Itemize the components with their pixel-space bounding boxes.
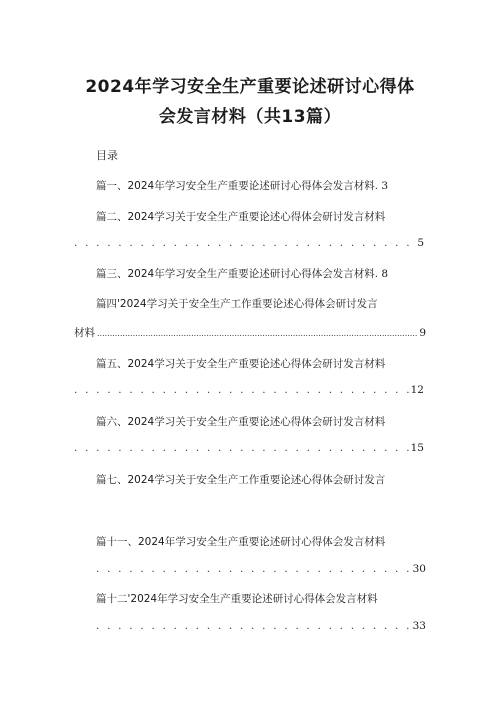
- toc-leader-11: [96, 563, 426, 575]
- toc-entry-12[interactable]: [96, 591, 378, 606]
- toc-entry-2[interactable]: [96, 209, 385, 224]
- toc-entry-page: 12: [410, 384, 424, 396]
- dot-leader: [74, 237, 415, 249]
- dot-leader: [97, 329, 417, 338]
- toc-entry-4[interactable]: [96, 296, 378, 311]
- toc-entry-text: 篇二、2024学习关于安全生产重要论述心得体会研讨发言材料: [96, 211, 386, 223]
- toc-entry-page: 33: [412, 620, 426, 632]
- toc-entry-text: 篇四'2024学习关于安全生产工作重要论述心得体会研讨发言: [96, 298, 378, 310]
- toc-entry-3[interactable]: [96, 266, 388, 281]
- toc-entry-page: . 8: [374, 268, 389, 280]
- toc-leader-2: [74, 237, 424, 249]
- toc-leader-12: [96, 620, 426, 632]
- toc-entry-6[interactable]: [96, 414, 385, 429]
- toc-entry-continuation: 材料: [74, 327, 95, 339]
- toc-entry-page: 9: [419, 327, 426, 339]
- toc-entry-page: 15: [410, 442, 424, 454]
- toc-entry-text: 篇十二'2024年学习安全生产重要论述研讨心得体会发言材料: [96, 593, 378, 605]
- toc-leader-5: [74, 384, 424, 396]
- toc-entry-text: 篇十一、2024年学习安全生产重要论述研讨心得体会发言材料: [96, 536, 386, 548]
- dot-leader: [96, 620, 411, 632]
- toc-entry-page: 30: [412, 563, 426, 575]
- toc-leader-6: [74, 442, 424, 454]
- toc-entry-5[interactable]: [96, 356, 385, 371]
- dot-leader: [74, 384, 409, 396]
- toc-entry-text: 篇三、2024年学习安全生产重要论述研讨心得体会发言材料: [96, 268, 375, 280]
- document-title-line-1: 2024年学习安全生产重要论述研讨心得体: [85, 77, 415, 97]
- document-title-line-2: 会发言材料（共13篇）: [158, 107, 342, 127]
- toc-entry-7[interactable]: [96, 472, 385, 487]
- toc-leader-4: [74, 325, 426, 340]
- dot-leader: [74, 442, 409, 454]
- toc-entry-text: 篇五、2024学习关于安全生产重要论述心得体会研讨发言材料: [96, 358, 386, 370]
- dot-leader: [96, 563, 411, 575]
- toc-entry-text: 篇一、2024年学习安全生产重要论述研讨心得体会发言材料: [96, 180, 375, 192]
- toc-entry-page: . 3: [374, 180, 389, 192]
- toc-entry-11[interactable]: [96, 534, 385, 549]
- toc-entry-text: 篇六、2024学习关于安全生产重要论述心得体会研讨发言材料: [96, 416, 386, 428]
- toc-entry-text: 篇七、2024学习关于安全生产工作重要论述心得体会研讨发言: [96, 474, 386, 486]
- toc-heading: 目录: [96, 149, 118, 162]
- toc-entry-1[interactable]: [96, 178, 388, 193]
- toc-entry-page: 5: [417, 237, 424, 249]
